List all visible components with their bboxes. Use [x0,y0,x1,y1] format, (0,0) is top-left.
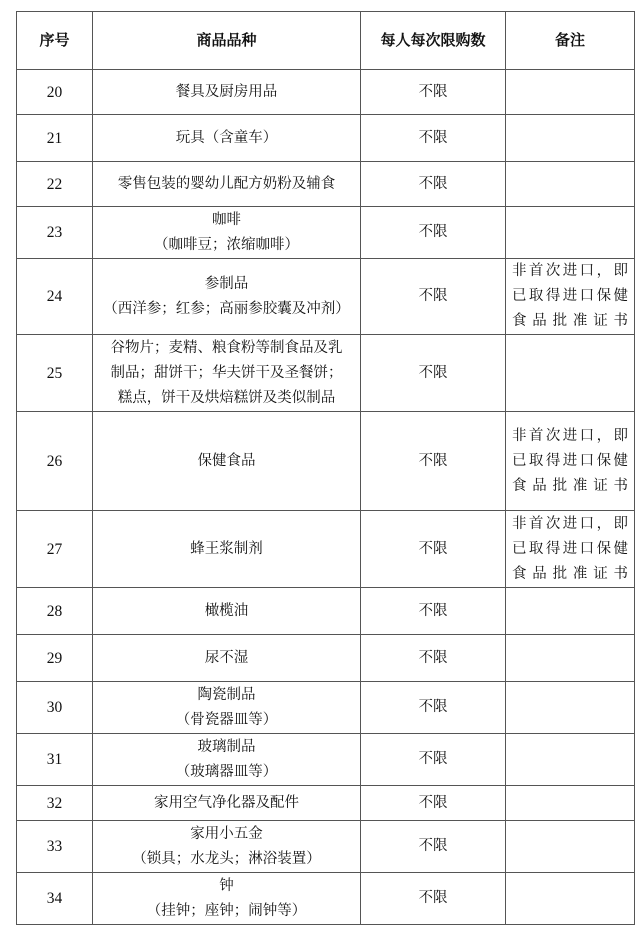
row-remarks [506,635,635,682]
row-product-category [93,335,361,412]
header-purchase-limit: 每人每次限购数 [361,12,506,70]
product-category-line: （玻璃器皿等） [175,763,278,780]
row-remarks [506,335,635,412]
product-category-line: 咖啡 [212,211,241,228]
remarks-line: 已取得进口保健 [512,540,628,557]
remarks-line: 食品批准证书 [512,313,628,329]
row-remarks [506,588,635,635]
row-serial-number: 21 [17,115,93,162]
row-remarks [506,70,635,115]
row-product-category [93,207,361,259]
row-product-category [93,115,361,162]
row-remarks [506,259,635,335]
row-purchase-limit: 不限 [361,115,506,162]
header-product-category: 商品品种 [93,12,361,70]
table-row [17,511,635,588]
table-row [17,70,635,115]
table-row [17,588,635,635]
row-product-category [93,259,361,335]
table-row [17,335,635,412]
product-category-line: 零售包装的婴幼儿配方奶粉及辅食 [117,175,336,192]
row-serial-number: 20 [17,70,93,115]
product-category-line: 橄榄油 [204,602,249,619]
row-serial-number: 32 [17,786,93,821]
remarks-line: 非首次进口，即 [512,515,628,532]
row-product-category [93,821,361,873]
row-remarks [506,115,635,162]
product-category-line: 家用空气净化器及配件 [154,794,299,811]
row-remarks [506,734,635,786]
row-serial-number: 25 [17,335,93,412]
row-purchase-limit: 不限 [361,162,506,207]
row-product-category [93,635,361,682]
row-purchase-limit: 不限 [361,511,506,588]
row-remarks [506,511,635,588]
table-row [17,207,635,259]
remarks-line: 已取得进口保健 [512,452,628,469]
product-category-line: （骨瓷器皿等） [175,711,278,728]
product-category-line: 钟 [219,877,234,894]
row-product-category [93,588,361,635]
header-remarks: 备注 [506,12,635,70]
row-serial-number: 24 [17,259,93,335]
row-serial-number: 30 [17,682,93,734]
row-serial-number: 26 [17,412,93,511]
row-product-category [93,734,361,786]
product-category-line: （挂钟；座钟；闹钟等） [146,902,307,919]
remarks-line: 非首次进口，即 [512,263,628,279]
product-category-line: 玩具（含童车） [175,129,278,146]
product-category-line: （锁具；水龙头；淋浴装置） [132,850,321,867]
table-row [17,873,635,925]
product-category-line: 餐具及厨房用品 [175,83,278,100]
table-row [17,115,635,162]
product-category-line: 保健食品 [197,452,256,469]
row-remarks [506,682,635,734]
row-product-category [93,682,361,734]
row-purchase-limit: 不限 [361,70,506,115]
row-remarks [506,821,635,873]
row-remarks [506,873,635,925]
table-row [17,821,635,873]
row-remarks [506,162,635,207]
row-purchase-limit: 不限 [361,588,506,635]
product-category-line: 制品；甜饼干；华夫饼干及圣餐饼； [110,364,343,381]
row-remarks [506,412,635,511]
product-category-line: 家用小五金 [190,825,263,842]
table-row [17,734,635,786]
product-category-line: （咖啡豆；浓缩咖啡） [154,236,299,253]
row-purchase-limit: 不限 [361,412,506,511]
row-product-category [93,511,361,588]
table-header-row [17,12,635,70]
row-serial-number: 33 [17,821,93,873]
remarks-line: 食品批准证书 [512,477,628,494]
remarks-line: 已取得进口保健 [512,288,628,304]
row-serial-number: 27 [17,511,93,588]
row-purchase-limit: 不限 [361,207,506,259]
row-product-category [93,412,361,511]
row-purchase-limit: 不限 [361,821,506,873]
product-category-line: 谷物片；麦精、粮食粉等制食品及乳 [110,339,343,356]
row-purchase-limit: 不限 [361,873,506,925]
product-category-line: 陶瓷制品 [197,686,256,703]
row-product-category [93,70,361,115]
row-product-category [93,162,361,207]
row-serial-number: 31 [17,734,93,786]
row-remarks [506,207,635,259]
row-purchase-limit: 不限 [361,786,506,821]
purchase-limit-table [16,11,635,925]
row-purchase-limit: 不限 [361,635,506,682]
table-row [17,412,635,511]
product-category-line: 蜂王浆制剂 [190,540,263,557]
row-serial-number: 34 [17,873,93,925]
product-category-line: 参制品 [204,275,249,292]
row-serial-number: 22 [17,162,93,207]
row-remarks [506,786,635,821]
table-row [17,682,635,734]
remarks-line: 食品批准证书 [512,565,628,582]
product-category-line: （西洋参；红参；高丽参胶囊及冲剂） [103,300,350,317]
row-serial-number: 23 [17,207,93,259]
remarks-line: 非首次进口，即 [512,427,628,444]
row-product-category [93,786,361,821]
table-row [17,786,635,821]
table-row [17,162,635,207]
table-row [17,635,635,682]
row-purchase-limit: 不限 [361,335,506,412]
row-purchase-limit: 不限 [361,259,506,335]
row-serial-number: 28 [17,588,93,635]
row-product-category [93,873,361,925]
row-purchase-limit: 不限 [361,682,506,734]
product-category-line: 玻璃制品 [197,738,256,755]
product-category-line: 糕点，饼干及烘焙糕饼及类似制品 [117,389,336,406]
row-purchase-limit: 不限 [361,734,506,786]
product-category-line: 尿不湿 [204,649,249,666]
row-serial-number: 29 [17,635,93,682]
header-serial-number: 序号 [17,12,93,70]
table-body [17,70,635,925]
table-row [17,259,635,335]
